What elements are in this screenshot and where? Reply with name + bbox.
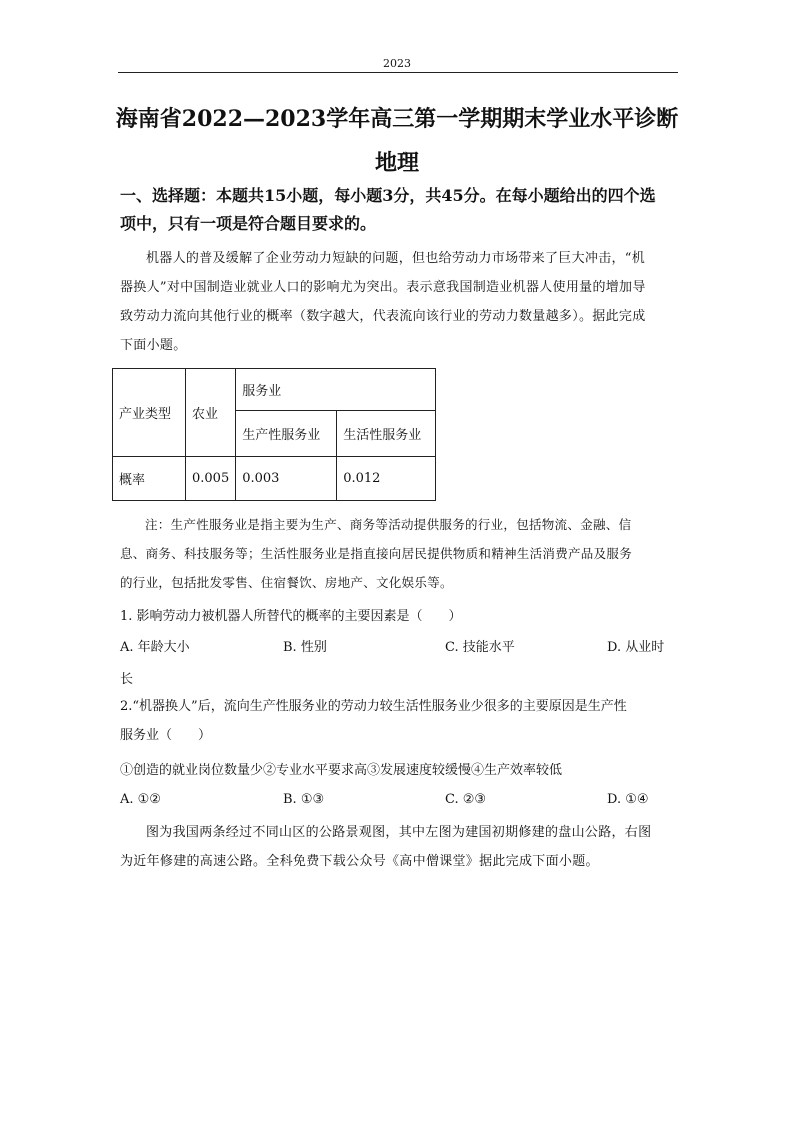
- intro-line-3: 致劳动力流向其他行业的概率（数字越大，代表流向该行业的劳动力数量越多）。据此完成: [120, 309, 646, 324]
- note-line-2: 息、商务、科技服务等；生活性服务业是指直接向居民提供物质和精神生活消费产品及服务: [120, 546, 633, 561]
- q1-option-b: B. 性别: [283, 640, 327, 655]
- intro-line-2: 器换人”对中国制造业就业人口的影响尤为突出。表示意我国制造业机器人使用量的增加导: [120, 280, 646, 295]
- intro-paragraph-2: [120, 818, 680, 876]
- q2-option-b: B. ①③: [283, 792, 325, 807]
- note-line-3: 的行业，包括批发零售、住宿餐饮、房地产、文化娱乐等。: [120, 575, 453, 590]
- table-header-service: 服务业: [236, 369, 436, 411]
- probability-table: [112, 368, 436, 501]
- q2-option-d: D. ①④: [607, 792, 649, 807]
- question-1-stem: 1. 影响劳动力被机器人所替代的概率的主要因素是（ ）: [120, 609, 462, 624]
- q2-statements: ①创造的就业岗位数量少②专业水平要求高③发展速度较缓慢④生产效率较低: [120, 763, 563, 778]
- note-line-1: 注：生产性服务业是指主要为生产、商务等活动提供服务的行业，包括物流、金融、信: [145, 517, 632, 532]
- intro2-line-1: 图为我国两条经过不同山区的公路景观图，其中左图为建国初期修建的盘山公路，右图: [146, 825, 652, 840]
- q2-stem-line-1: 2.“机器换人”后，流向生产性服务业的劳动力较生活性服务业少很多的主要原因是生产性: [120, 699, 627, 714]
- exam-title: 海南省2022—2023学年高三第一学期期末学业水平诊断: [115, 106, 679, 132]
- table-cell-agriculture: 0.005: [186, 457, 236, 501]
- q1-option-a: A. 年龄大小: [120, 640, 190, 655]
- table-header-industry: 产业类型: [113, 369, 186, 457]
- table-cell-consumer-service: 0.012: [337, 457, 436, 501]
- q2-stem-line-2: 服务业（ ）: [120, 728, 212, 743]
- header-rule: [118, 72, 678, 73]
- q1-option-d: D. 从业时: [607, 640, 665, 655]
- intro-line-4: 下面小题。: [120, 338, 187, 353]
- section-heading: [120, 182, 680, 238]
- table-note: [120, 510, 680, 597]
- intro-paragraph: [120, 244, 680, 360]
- table-header-producer-service: 生产性服务业: [236, 411, 337, 457]
- table-header-agriculture: 农业: [186, 369, 236, 457]
- question-2-stem: [120, 692, 680, 750]
- q1-option-c: C. 技能水平: [445, 640, 515, 655]
- table-header-consumer-service: 生活性服务业: [337, 411, 436, 457]
- section-heading-line2: 项中，只有一项是符合题目要求的。: [120, 214, 377, 233]
- table-row-label: 概率: [113, 457, 186, 501]
- page-header-year: 2023: [383, 57, 411, 70]
- intro-line-1: 机器人的普及缓解了企业劳动力短缺的问题，但也给劳动力市场带来了巨大冲击，“机: [146, 251, 646, 266]
- q2-option-c: C. ②③: [445, 792, 487, 807]
- subject-title: 地理: [374, 150, 419, 176]
- table-cell-producer-service: 0.003: [236, 457, 337, 501]
- q1-option-d-continued: 长: [120, 672, 134, 687]
- q2-option-a: A. ①②: [120, 792, 161, 807]
- intro2-line-2: 为近年修建的高速公路。全科免费下载公众号《高中僧课堂》据此完成下面小题。: [120, 854, 599, 869]
- section-heading-line1: 一、选择题：本题共15小题，每小题3分，共45分。在每小题给出的四个选: [120, 186, 656, 205]
